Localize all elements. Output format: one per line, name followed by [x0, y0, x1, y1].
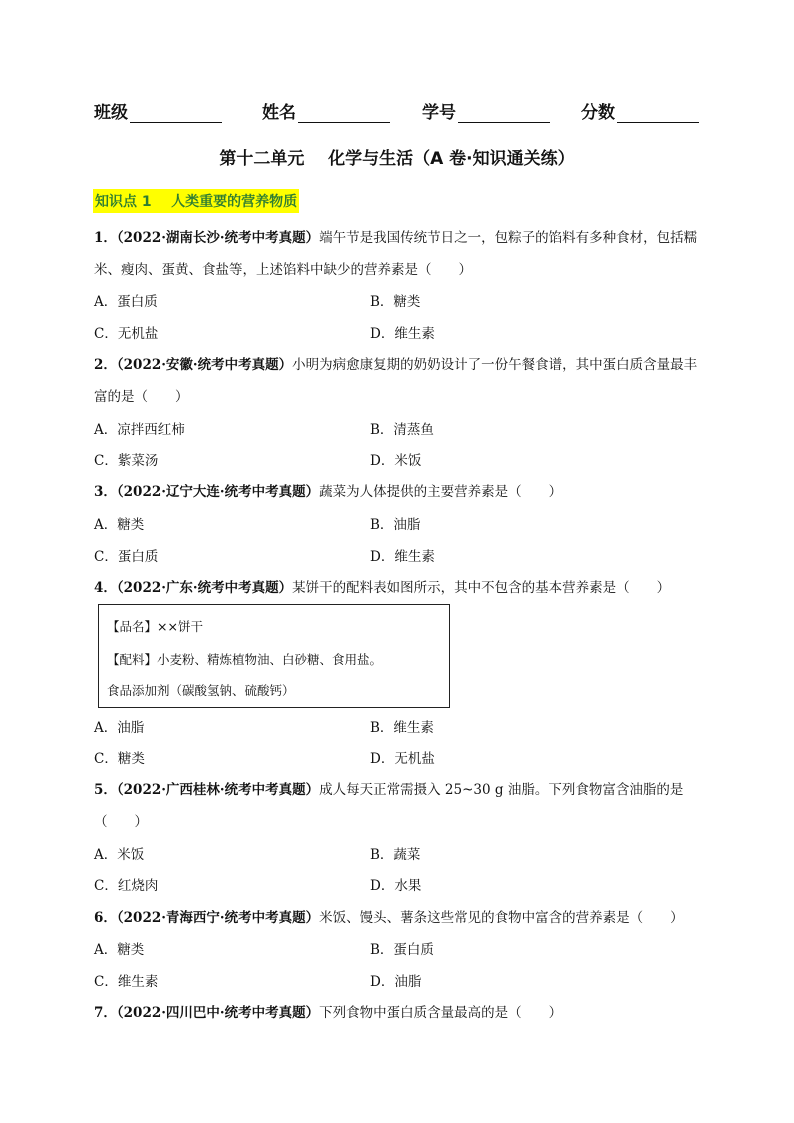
question-source: （2022·安徽·统考中考真题） [116, 357, 293, 373]
question-stem: 蔬菜为人体提供的主要营养素是（ ） [319, 484, 563, 500]
additives-line: 食品添加剂（碳酸氢钠、硫酸钙） [107, 683, 295, 698]
class-label: 班级 [94, 103, 128, 123]
question-4 [94, 572, 704, 604]
option-a[interactable]: A．米饭 [94, 847, 145, 863]
name-label: 姓名 [262, 103, 296, 123]
question-1 [94, 222, 704, 286]
question-number: 5． [94, 782, 117, 798]
option-d[interactable]: D．水果 [370, 878, 422, 894]
name-blank[interactable] [298, 102, 390, 123]
option-d[interactable]: D．维生素 [370, 549, 435, 565]
question-stem: 成人每天正常需摄入 25~30 g 油脂。下列食物富含油脂的是（ ） [94, 782, 684, 830]
document-title: 第十二单元 化学与生活（A 卷·知识通关练） [219, 149, 575, 169]
option-d[interactable]: D．油脂 [370, 974, 422, 990]
option-b[interactable]: B．油脂 [370, 517, 421, 533]
option-c[interactable]: C．红烧肉 [94, 878, 159, 894]
score-blank[interactable] [617, 102, 699, 123]
name-field[interactable] [262, 98, 390, 123]
question-stem: 米饭、馒头、薯条这些常见的食物中富含的营养素是（ ） [319, 910, 684, 926]
option-c[interactable]: C．无机盐 [94, 326, 159, 342]
question-2 [94, 349, 704, 413]
question-number: 1． [94, 230, 117, 246]
option-a[interactable]: A．凉拌西红柿 [94, 422, 185, 438]
product-name-line: 【品名】××饼干 [107, 619, 203, 634]
question-source: （2022·广西桂林·统考中考真题） [116, 782, 320, 798]
class-blank[interactable] [130, 102, 222, 123]
option-b[interactable]: B．糖类 [370, 294, 421, 310]
question-stem: 下列食物中蛋白质含量最高的是（ ） [319, 1005, 563, 1021]
ingredients-line: 【配料】小麦粉、精炼植物油、白砂糖、食用盐。 [107, 652, 383, 667]
option-a[interactable]: A．油脂 [94, 720, 145, 736]
option-a[interactable]: A．蛋白质 [94, 294, 158, 310]
question-6 [94, 902, 704, 934]
option-b[interactable]: B．蛋白质 [370, 942, 434, 958]
student-info-row [94, 98, 704, 128]
question-3 [94, 476, 704, 508]
option-c[interactable]: C．紫菜汤 [94, 453, 159, 469]
option-b[interactable]: B．蔬菜 [370, 847, 421, 863]
question-source: （2022·湖南长沙·统考中考真题） [116, 230, 320, 246]
question-source: （2022·四川巴中·统考中考真题） [116, 1005, 320, 1021]
question-stem: 某饼干的配料表如图所示，其中不包含的基本营养素是（ ） [292, 580, 671, 596]
question-source: （2022·青海西宁·统考中考真题） [116, 910, 320, 926]
question-source: （2022·辽宁大连·统考中考真题） [116, 484, 320, 500]
question-number: 7． [94, 1005, 117, 1021]
question-number: 2． [94, 357, 117, 373]
option-d[interactable]: D．维生素 [370, 326, 435, 342]
option-d[interactable]: D．米饭 [370, 453, 422, 469]
student-id-label: 学号 [422, 103, 456, 123]
score-label: 分数 [581, 103, 615, 123]
question-stem: 小明为病愈康复期的奶奶设计了一份午餐食谱，其中蛋白质含量最丰富的是（ ） [94, 357, 698, 405]
ingredient-label-box [98, 604, 450, 708]
class-field[interactable] [94, 98, 222, 123]
option-b[interactable]: B．维生素 [370, 720, 434, 736]
question-number: 3． [94, 484, 117, 500]
option-c[interactable]: C．糖类 [94, 751, 145, 767]
option-c[interactable]: C．蛋白质 [94, 549, 159, 565]
question-stem: 端午节是我国传统节日之一，包粽子的馅料有多种食材，包括糯米、瘦肉、蛋黄、食盐等，上述馅料中缺少的营养素是（ ） [94, 230, 698, 278]
option-d[interactable]: D．无机盐 [370, 751, 435, 767]
student-id-field[interactable] [422, 98, 550, 123]
section-heading: 知识点 1 人类重要的营养物质 [93, 189, 299, 213]
question-5 [94, 774, 704, 838]
student-id-blank[interactable] [458, 102, 550, 123]
score-field[interactable] [581, 98, 699, 123]
question-number: 4． [94, 580, 117, 596]
option-a[interactable]: A．糖类 [94, 517, 145, 533]
option-b[interactable]: B．清蒸鱼 [370, 422, 434, 438]
question-source: （2022·广东·统考中考真题） [116, 580, 293, 596]
question-number: 6． [94, 910, 117, 926]
option-a[interactable]: A．糖类 [94, 942, 145, 958]
option-c[interactable]: C．维生素 [94, 974, 159, 990]
question-7 [94, 997, 704, 1029]
